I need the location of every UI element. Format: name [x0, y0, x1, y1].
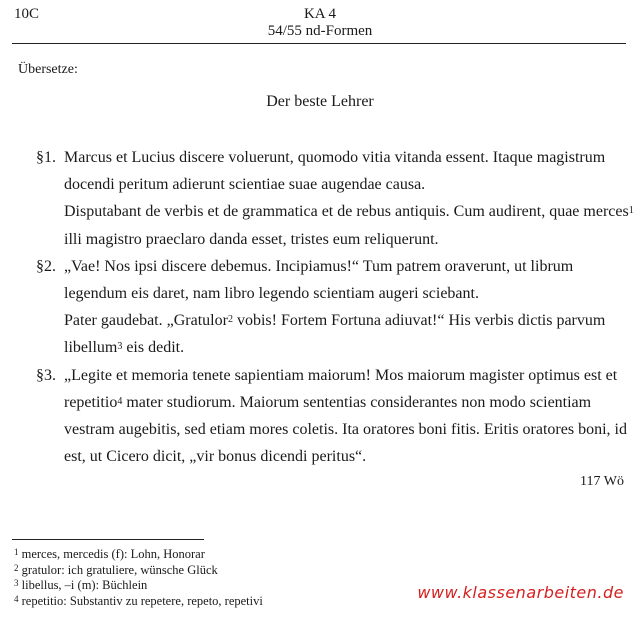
class-label: 10C: [14, 6, 40, 22]
footnote: [14, 578, 147, 594]
watermark[interactable]: www.klassenarbeiten.de: [417, 583, 624, 602]
text-segment: Marcus et Lucius discere voluerunt, quomodo vitia vitanda essent. Itaque magistrum: [64, 149, 606, 166]
footnote-number: 2: [14, 562, 19, 573]
text-line: [64, 148, 605, 168]
text-segment: mater studiorum. Maiorum sententias considerantes non modo scientiam: [122, 393, 592, 411]
footnote-marker: 3: [117, 341, 123, 353]
section-number: §3.: [36, 366, 56, 384]
section-number: §2.: [36, 257, 56, 275]
text-line: [64, 175, 425, 195]
footnote-text: repetitio: Substantiv zu repetere, repeto, repetivi: [18, 593, 263, 608]
text-line: [64, 311, 605, 333]
text-title: Der beste Lehrer: [266, 93, 374, 110]
text-segment: illi magistro praeclaro danda esset, tristes eum reliquerunt.: [64, 230, 439, 248]
text-line: [64, 420, 627, 440]
footnote-marker: 2: [227, 314, 233, 326]
text-segment: repetitio: [64, 393, 118, 411]
footnote-text: libellus, –i (m): Büchlein: [18, 578, 148, 592]
exam-subtitle: 54/55 nd-Formen: [267, 23, 373, 39]
text-line: [64, 447, 366, 467]
text-segment: vestram augebitis, sed etiam mores coletis. Ita oratores boni fitis. Eritis oratores boni, id: [64, 421, 627, 438]
text-segment: vobis! Fortem Fortuna adiuvat!“ His verbis dictis parvum: [232, 312, 606, 330]
footnote-number: 4: [14, 593, 19, 604]
instruction: Übersetze:: [18, 62, 78, 77]
text-line: [64, 284, 479, 304]
text-segment: libellum: [64, 339, 118, 357]
signature: 117 Wö: [580, 474, 624, 489]
text-segment: docendi peritum adierunt scientiae suae augendae causa.: [64, 176, 426, 194]
text-line: [64, 393, 591, 415]
text-segment: est, ut Cicero dicit, „vir bonus dicendi peritus“.: [64, 448, 367, 466]
text-line: [64, 202, 634, 224]
text-segment: „Legite et memoria tenete sapientiam maiorum! Mos maiorum magister optimus est et: [64, 366, 618, 384]
footnote-number: 3: [14, 578, 19, 588]
text-segment: Disputabant de verbis et de grammatica et de rebus antiquis. Cum audirent, quae merces: [64, 203, 629, 221]
footnote-text: merces, mercedis (f): Lohn, Honorar: [18, 547, 205, 561]
footnote-divider: [12, 539, 204, 540]
text-segment: Pater gaudebat. „Gratulor: [64, 312, 228, 330]
footnote-marker: 4: [117, 395, 123, 407]
text-segment: legendum eis daret, nam libro legendo scientiam augeri sciebant.: [64, 285, 479, 302]
text-segment: „Vae! Nos ipsi discere debemus. Incipiamus!“ Tum patrem oraverunt, ut librum: [64, 257, 574, 275]
text-line: [64, 338, 184, 360]
footnote: [14, 547, 205, 563]
footnote: [14, 594, 263, 610]
footnote-marker: 1: [628, 205, 634, 217]
footnote: [14, 563, 218, 579]
section-number: §1.: [36, 149, 56, 166]
footnote-number: 1: [14, 547, 19, 557]
text-segment: eis dedit.: [122, 339, 185, 357]
text-line: [64, 230, 439, 250]
footnote-text: gratulor: ich gratuliere, wünsche Glück: [18, 562, 218, 577]
text-line: [64, 366, 617, 386]
text-line: [64, 257, 573, 277]
header-divider: [12, 43, 626, 44]
exam-title: KA 4: [303, 6, 337, 22]
